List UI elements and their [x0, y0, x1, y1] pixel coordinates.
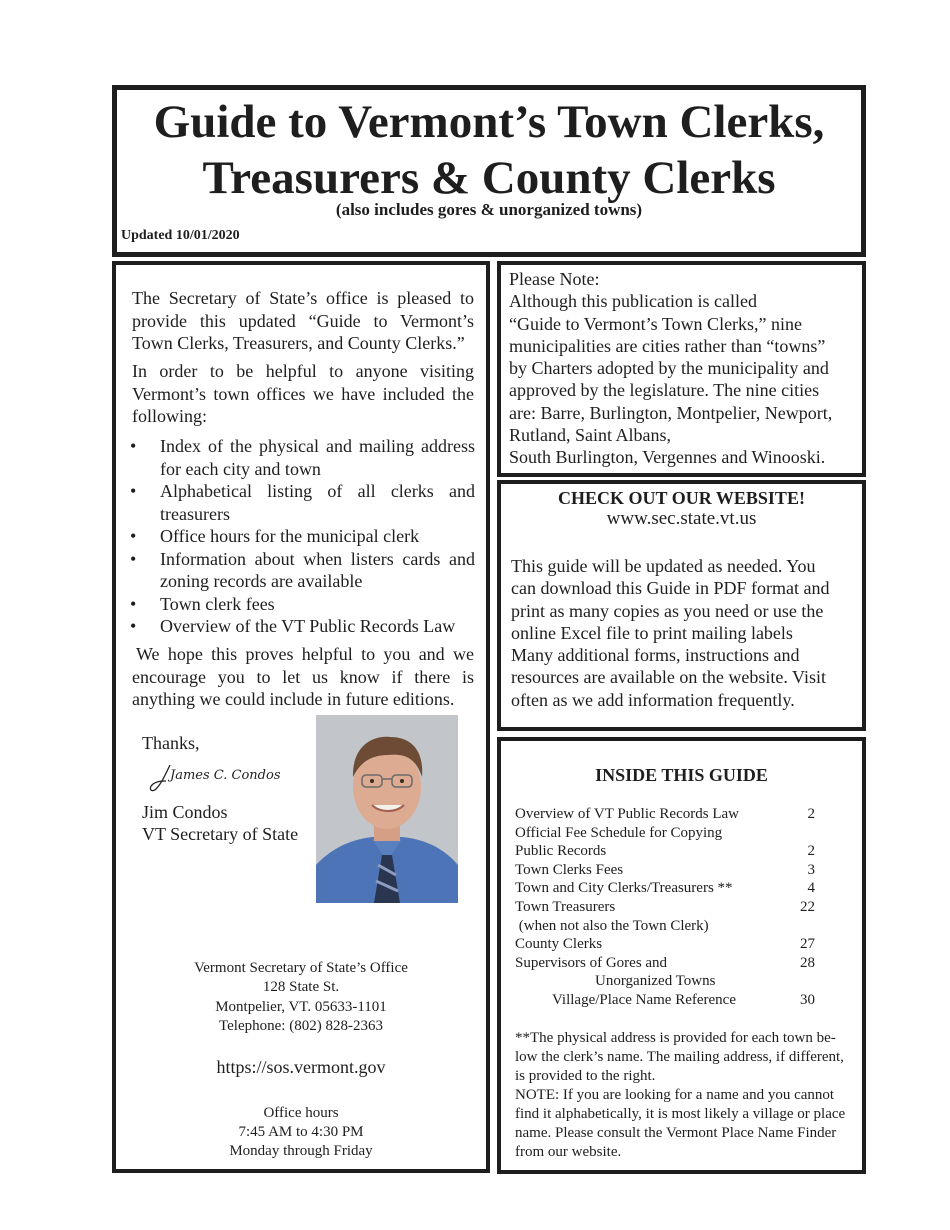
note-line: municipalities are cities rather than “towns” [509, 335, 826, 356]
website-heading: CHECK OUT OUR WEBSITE! [558, 488, 805, 508]
svg-text:James C. Condos: James C. Condos [170, 768, 281, 783]
toc-row: (when not also the Town Clerk) [515, 917, 709, 934]
title-line-2: Treasurers & County Clerks [202, 152, 776, 204]
office-city: Montpelier, VT. 05633-1101 [215, 999, 387, 1015]
guide-title: INSIDE THIS GUIDE [595, 765, 768, 785]
note-line: are: Barre, Burlington, Montpelier, Newport, [509, 402, 833, 423]
hours-time: 7:45 AM to 4:30 PM [238, 1124, 364, 1140]
note-line: Although this publication is called [509, 291, 757, 312]
secretary-photo [316, 715, 458, 903]
subtitle: (also includes gores & unorganized towns) [335, 200, 643, 219]
toc-row: Town Treasurers 22 [515, 898, 815, 915]
toc-row: Overview of VT Public Records Law 2 [515, 806, 815, 822]
office-phone: Telephone: (802) 828-2363 [219, 1018, 383, 1034]
office-name: Vermont Secretary of State’s Office [194, 960, 408, 976]
website-url[interactable]: www.sec.state.vt.us [606, 508, 757, 529]
list-item: • Town clerk fees [130, 593, 275, 614]
office-street: 128 State St. [262, 979, 340, 995]
website-text: This guide will be updated as needed. You can download this Guide in PDF format and print as many copies as you need or use the online Excel file to print mailing labels Many additional forms, instructions and resources are available on the website. Visit often as we add information frequently. [511, 556, 830, 710]
toc-row: County Clerks 27 [515, 936, 815, 953]
guide-notes: **The physical address is provided for each town be- low the clerk’s name. The mailing address, if different, is provided to the right. NOTE: If you are looking for a name and you cannot find it alphabetically, it is most likely a village or place name. Please consult the Vermont Place Name Finder from our website. [515, 1030, 846, 1160]
intro-paragraph-1: The Secretary of State’s office is pleased to provide this updated “Guide to Vermont’s Town Clerks, Treasurers, and County Clerks.” [132, 288, 474, 353]
list-item: • Alphabetical listing of all clerks and treasurers [130, 481, 475, 524]
intro-box [112, 261, 490, 1173]
toc-row: Unorganized Towns [595, 973, 716, 990]
list-item: • Office hours for the municipal clerk [130, 526, 420, 546]
toc-row: Town Clerks Fees 3 [515, 861, 815, 878]
updated-date: Updated 10/01/2020 [121, 228, 240, 243]
table-of-contents [515, 805, 815, 1010]
signature-image [146, 759, 286, 797]
title-line-1: Guide to Vermont’s Town Clerks, [153, 96, 825, 148]
feature-list [130, 435, 475, 638]
list-item: • Information about when listers cards and zoning records are available [130, 548, 475, 591]
please-note-text [509, 268, 861, 469]
toc-row: Public Records 2 [515, 843, 815, 860]
inside-guide-box [497, 737, 866, 1174]
signer-role: VT Secretary of State [142, 824, 299, 844]
note-line: South Burlington, Vergennes and Winooski. [509, 447, 826, 468]
toc-row: Supervisors of Gores and 28 [515, 954, 815, 971]
intro-paragraph-3: We hope this proves helpful to you and we encourage you to let us know if there is anything we could include in future editions. [132, 644, 474, 709]
toc-row: Official Fee Schedule for Copying [515, 824, 723, 841]
signer-name: Jim Condos [142, 802, 228, 822]
please-note-box [497, 261, 866, 477]
header-box [112, 85, 866, 257]
note-line: approved by the legislature. The nine cities [509, 380, 820, 401]
note-line: by Charters adopted by the municipality and [509, 358, 829, 379]
intro-paragraph-2: In order to be helpful to anyone visiting Vermont’s town offices we have included the following: [132, 361, 474, 426]
toc-row: Town and City Clerks/Treasurers ** 4 [515, 880, 815, 897]
note-heading: Please Note: [509, 269, 600, 289]
toc-row: Village/Place Name Reference 30 [552, 991, 815, 1008]
hours-days: Monday through Friday [229, 1143, 373, 1159]
office-url[interactable]: https://sos.vermont.gov [216, 1057, 386, 1077]
hours-label: Office hours [263, 1105, 339, 1121]
list-item: • Index of the physical and mailing address for each city and town [130, 436, 475, 479]
thanks-text: Thanks, [142, 733, 200, 753]
website-box [497, 480, 866, 731]
note-line: Rutland, Saint Albans, [509, 425, 671, 446]
list-item: • Overview of the VT Public Records Law [130, 616, 456, 636]
note-line: “Guide to Vermont’s Town Clerks,” nine [509, 313, 803, 334]
